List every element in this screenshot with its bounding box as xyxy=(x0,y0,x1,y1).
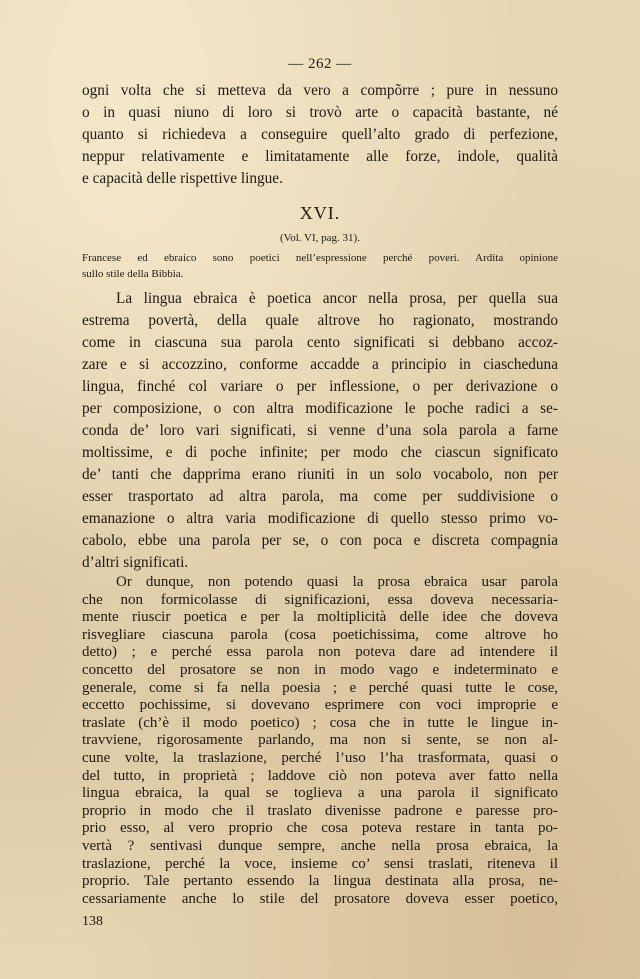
page-number: — 262 — xyxy=(288,56,352,72)
text-line: cabolo, ebbe una parola per se, o con poca e discreta compagnia xyxy=(82,532,558,549)
text-line: proprio. Tale pertanto essendo la lingua destinata alla prosa, ne- xyxy=(82,873,558,890)
text-line: La lingua ebraica è poetica ancor nella prosa, per quella sua xyxy=(116,290,558,307)
text-line: lingua ebraica, la qual se toglieva a una parola il significato xyxy=(82,785,558,802)
text-line: e capacità delle rispettive lingue. xyxy=(82,170,283,187)
text-line: travviene, rigorosamente parlando, ma non si sente, se non al- xyxy=(82,732,558,749)
text-line: de’ tanti che dapprima erano riuniti in un solo vocabolo, non per xyxy=(82,466,558,483)
text-line: risvegliare ciascuna parola (cosa poetichissima, come altrove ho xyxy=(82,626,558,643)
text-line: Or dunque, non potendo quasi la prosa ebraica usar parola xyxy=(116,574,558,590)
text-line: conda de’ loro vari significati, si venne d’una sola parola a farne xyxy=(82,422,558,439)
text-line: neppur relativamente e limitatamente alle forze, indole, qualità xyxy=(82,148,558,165)
text-line: cessariamente anche lo stile del prosatore doveva esser poetico, xyxy=(82,890,558,907)
signature-mark: 138 xyxy=(82,914,103,930)
text-line: ogni volta che si metteva da vero a compõrre ; pure in nessuno xyxy=(82,82,558,99)
book-page xyxy=(82,0,558,979)
text-line: d’altri significati. xyxy=(82,554,189,571)
text-line: detto) ; e perché essa parola non poteva dare ad intendere il xyxy=(82,644,558,661)
section-summary-line: sullo stile della Bibbia. xyxy=(82,268,184,280)
text-line: che non formicolasse di significazioni, essa doveva necessaria- xyxy=(82,591,558,608)
text-line: emanazione o altra varia modificazione di quello stesso primo vo- xyxy=(82,510,558,527)
section-number: XVI. xyxy=(299,203,341,223)
text-line: esser trasportato ad altra parola, ma come per suddivisione o xyxy=(82,488,558,505)
text-line: per composizione, o con altra modificazione le poche radici a se- xyxy=(82,400,558,417)
text-line: del tutto, in proprietà ; laddove ciò non poteva aver fatto nella xyxy=(82,767,558,784)
text-line: vertà ? sentivasi dunque sempre, anche nella prosa ebraica, la xyxy=(82,838,558,854)
text-line: mente riuscir poetica e per la moltiplicità delle idee che doveva xyxy=(82,609,558,626)
text-line: prio esso, al vero proprio che cosa poteva restare in tanta po- xyxy=(82,820,558,837)
text-line: come in ciascuna sua parola cento significati si debbano accoz- xyxy=(82,334,558,351)
section-summary-line: Francese ed ebraico sono poetici nell’espressione perché poveri. Ardita opinione xyxy=(82,252,558,264)
text-line: cune volte, la traslazione, perché l’uso l’ha trasformata, quasi o xyxy=(82,750,558,766)
text-line: estrema povertà, della quale altrove ho ragionato, mostrando xyxy=(82,312,558,329)
text-line: concetto del prosatore se non in modo vago e indeterminato e xyxy=(82,662,558,678)
text-line: traslate (ch’è il modo poetico) ; cosa che in tutte le lingue in- xyxy=(82,714,558,731)
section-reference: (Vol. VI, pag. 31). xyxy=(280,232,360,244)
text-line: quanto si richiedeva a conseguire quell’alto grado di perfezione, xyxy=(82,126,558,143)
text-line: eccetto pochissime, si dovevano esprimere con voci improprie e xyxy=(82,697,558,714)
text-line: moltissime, e di poche infinite; per modo che ciascun significato xyxy=(82,444,558,461)
text-line: o in quasi niuno di loro si trovò arte o capacità bastante, né xyxy=(82,104,558,121)
text-line: zare e si accozzino, conforme accadde a principio in ciascheduna xyxy=(82,356,558,373)
text-line: lingua, finché col variare o per inflessione, o per derivazione o xyxy=(82,378,558,395)
text-line: traslazione, perché la voce, insieme co’ sensi traslati, riteneva il xyxy=(82,855,558,872)
text-line: generale, come si fa nella poesia ; e perché quasi tutte le cose, xyxy=(82,679,558,696)
text-line: proprio in modo che il traslato divenisse padrone e paresse pro- xyxy=(82,802,558,819)
